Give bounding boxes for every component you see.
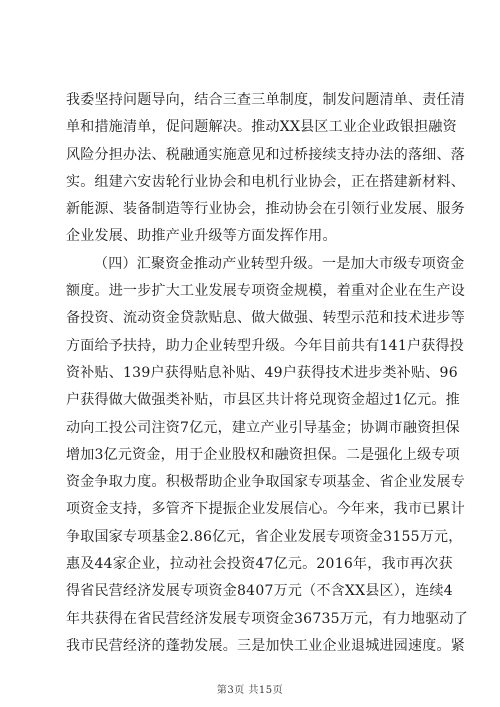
text-line: 争取国家专项基金2.86亿元，省企业发展专项资金3155万元， [66,528,463,545]
section-heading-line: （四）汇聚资金推动产业转型升级。一是加大市级专项资金 [94,255,465,272]
text-line: 增加3亿元资金，用于企业股权和融资担保。二是强化上级专项 [66,446,460,463]
text-line: 户获得做大做强类补贴，市县区共计将兑现资金超过1亿元。推 [66,392,460,409]
page-number-footer: 第3页 共15页 [216,685,284,696]
text-line: 惠及44家企业，拉动社会投资47亿元。2016年，我市再次获 [66,556,453,573]
text-line: 资补贴、139户获得贴息补贴、49户获得技术进步类补贴、96 [66,364,458,381]
text-line: 我委坚持问题导向，结合三查三单制度，制发问题清单、责任清 [66,92,465,108]
text-line: 项资金支持，多管齐下提振企业发展信心。今年来，我市已累计 [66,501,465,518]
text-line: 我市民营经济的蓬勃发展。三是加快工业企业退城进园速度。紧 [66,637,465,654]
text-line: 方面给予扶持，助力企业转型升级。今年目前共有141户获得投 [66,337,464,354]
body-text [66,87,469,660]
text-line: 得省民营经济发展专项资金8407万元（不含XX县区），连续4 [66,583,453,600]
text-line: 风险分担办法、税融通实施意见和过桥接续支持办法的落细、落 [66,146,465,163]
text-line: 动向工投公司注资7亿元，建立产业引导基金；协调市融资担保 [66,419,460,436]
text-line: 实。组建六安齿轮行业协会和电机行业协会，正在搭建新材料、 [66,173,465,190]
text-line: 备投资、流动资金贷款贴息、做大做强、转型示范和技术进步等 [66,310,465,327]
text-line: 企业发展、助推产业升级等方面发挥作用。 [66,228,337,245]
text-line: 额度。进一步扩大工业发展专项资金规模，着重对企业在生产设 [66,283,465,300]
text-line: 新能源、装备制造等行业协会，推动协会在引领行业发展、服务 [66,201,465,218]
text-line: 年共获得在省民营经济发展专项资金36735万元，有力地驱动了 [66,610,469,627]
text-line: 资金争取力度。积极帮助企业争取国家专项基金、省企业发展专 [66,474,465,491]
text-line: 单和措施清单，促问题解决。推动XX县区工业企业政银担融资 [66,119,457,136]
